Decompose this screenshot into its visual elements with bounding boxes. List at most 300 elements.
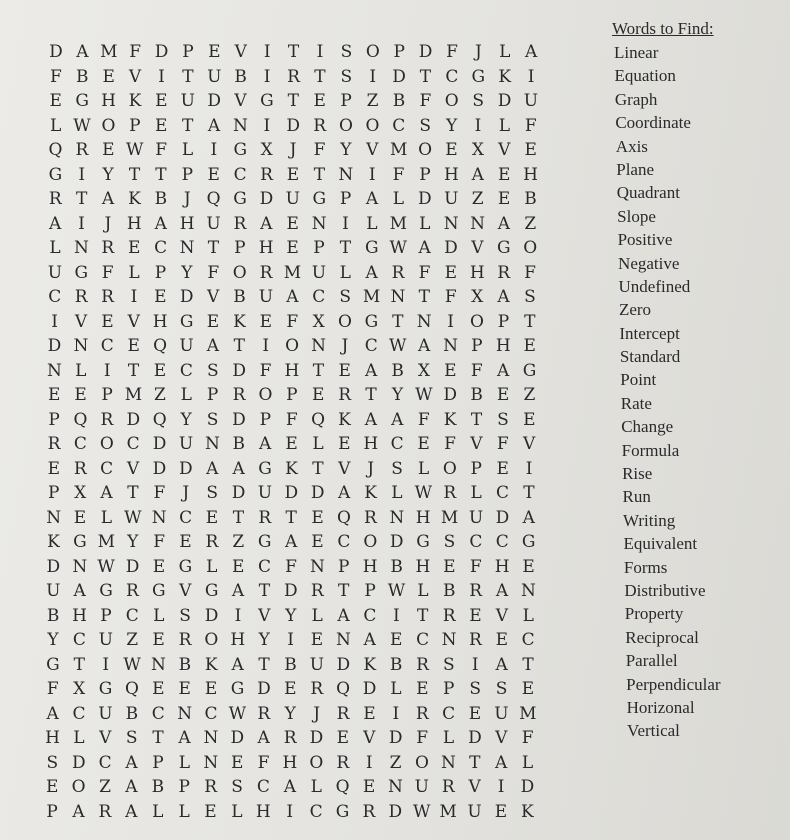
grid-letter: V	[366, 140, 379, 160]
grid-letter: D	[284, 483, 299, 503]
grid-letter: A	[178, 728, 191, 748]
grid-letter: F	[524, 115, 537, 136]
grid-letter: B	[284, 654, 297, 675]
grid-letter: G	[233, 140, 248, 160]
grid-letter: L	[499, 42, 511, 62]
grid-letter: U	[206, 213, 221, 234]
grid-letter: D	[309, 728, 324, 748]
grid-letter: U	[46, 581, 61, 601]
grid-letter: O	[309, 752, 324, 773]
grid-letter: L	[391, 483, 403, 503]
grid-letter: T	[417, 605, 429, 626]
grid-letter: G	[258, 458, 272, 479]
grid-letter: B	[234, 66, 247, 87]
grid-letter: T	[392, 311, 404, 332]
grid-letter: E	[127, 336, 140, 356]
grid-letter: G	[522, 360, 537, 381]
grid-letter: D	[392, 66, 406, 87]
grid-letter: O	[339, 115, 353, 136]
grid-letter: N	[203, 728, 219, 748]
grid-letter: M	[97, 532, 115, 552]
grid-letter: S	[46, 752, 59, 773]
grid-letter: N	[416, 311, 432, 332]
grid-letter: G	[99, 581, 113, 601]
grid-letter: D	[444, 238, 458, 258]
grid-letter: K	[364, 483, 377, 503]
grid-letter: X	[312, 311, 325, 332]
grid-letter: N	[72, 556, 88, 577]
grid-letter: E	[496, 458, 509, 479]
grid-letter: E	[338, 360, 351, 381]
grid-letter: G	[46, 654, 60, 675]
grid-letter: T	[287, 91, 300, 111]
grid-letter: C	[179, 360, 193, 381]
grid-row	[32, 359, 552, 384]
grid-letter: D	[495, 507, 510, 528]
grid-letter: C	[179, 507, 193, 528]
grid-letter: B	[392, 91, 406, 111]
grid-letter: C	[233, 164, 247, 185]
grid-letter: E	[523, 336, 536, 356]
grid-row	[32, 187, 552, 212]
grid-letter: F	[444, 287, 457, 307]
grid-letter: C	[154, 238, 168, 258]
grid-letter: C	[126, 434, 140, 454]
grid-letter: Y	[446, 115, 458, 136]
grid-letter: F	[419, 91, 432, 111]
grid-letter: L	[49, 238, 61, 258]
grid-letter: T	[337, 581, 350, 601]
grid-letter: P	[46, 801, 58, 822]
grid-letter: E	[230, 752, 244, 773]
grid-letter: E	[286, 164, 300, 185]
grid-letter: E	[48, 385, 61, 405]
grid-letter: E	[179, 532, 192, 552]
word-list-panel	[610, 18, 785, 743]
grid-letter: T	[285, 507, 297, 528]
grid-letter: U	[258, 287, 274, 307]
word-list-item: Positive	[617, 230, 673, 250]
grid-letter: Y	[181, 262, 193, 283]
grid-letter: G	[230, 679, 245, 699]
grid-letter: C	[390, 434, 404, 454]
grid-letter: H	[415, 507, 431, 528]
grid-letter: C	[72, 703, 86, 724]
grid-letter: A	[497, 287, 510, 307]
grid-letter: P	[100, 605, 112, 626]
grid-letter: R	[338, 385, 352, 405]
grid-letter: K	[233, 311, 246, 332]
grid-letter: A	[206, 336, 220, 356]
grid-letter: E	[389, 630, 403, 650]
grid-letter: D	[362, 679, 377, 699]
grid-letter: D	[179, 458, 193, 479]
grid-letter: U	[311, 262, 327, 283]
grid-letter: F	[469, 556, 482, 577]
grid-letter: E	[286, 238, 299, 258]
grid-letter: U	[207, 66, 222, 87]
grid-letter: T	[73, 654, 85, 675]
grid-letter: G	[416, 532, 430, 552]
grid-letter: E	[521, 679, 535, 699]
grid-letter: N	[46, 507, 62, 528]
grid-letter: V	[99, 728, 112, 748]
grid-letter: P	[259, 409, 272, 430]
grid-letter: S	[524, 287, 536, 307]
grid-letter: N	[389, 507, 405, 528]
grid-letter: R	[233, 213, 247, 234]
grid-letter: F	[155, 140, 167, 160]
grid-letter: S	[206, 409, 219, 430]
grid-letter: T	[287, 42, 300, 62]
grid-letter: A	[101, 189, 115, 209]
grid-letter: T	[152, 728, 164, 748]
grid-letter: U	[98, 630, 113, 650]
grid-letter: E	[417, 434, 430, 454]
grid-letter: I	[130, 287, 138, 307]
grid-letter: T	[469, 752, 481, 773]
grid-letter: G	[260, 91, 274, 111]
grid-letter: U	[178, 434, 194, 454]
grid-letter: A	[525, 42, 538, 62]
grid-row	[32, 114, 552, 139]
word-list-item: Change	[621, 417, 674, 437]
grid-letter: A	[72, 801, 85, 822]
grid-letter: R	[204, 777, 218, 797]
grid-letter: R	[336, 703, 350, 724]
grid-letter: M	[519, 703, 537, 724]
grid-letter: P	[470, 458, 482, 479]
grid-letter: A	[417, 336, 431, 356]
grid-letter: S	[125, 728, 138, 748]
grid-letter: F	[418, 262, 431, 283]
grid-letter: R	[313, 115, 327, 136]
grid-letter: H	[230, 630, 246, 650]
grid-letter: L	[470, 483, 482, 503]
grid-letter: N	[311, 336, 326, 356]
grid-letter: I	[158, 66, 165, 87]
grid-row	[32, 65, 552, 90]
grid-letter: T	[127, 360, 140, 381]
grid-letter: L	[392, 189, 405, 209]
grid-letter: O	[204, 630, 219, 650]
grid-letter: Q	[152, 409, 167, 430]
grid-letter: N	[73, 336, 89, 356]
grid-letter: C	[48, 287, 62, 307]
grid-letter: F	[470, 360, 483, 381]
grid-letter: C	[256, 777, 270, 797]
grid-letter: N	[203, 752, 219, 773]
grid-letter: T	[470, 409, 483, 430]
grid-letter: I	[263, 66, 271, 87]
grid-letter: D	[286, 115, 301, 136]
grid-letter: M	[362, 287, 381, 307]
word-list-item: Equation	[614, 66, 676, 86]
grid-letter: H	[282, 752, 298, 773]
word-list-item: Zero	[618, 300, 652, 320]
grid-letter: F	[285, 556, 297, 577]
word-list-item: Slope	[617, 206, 656, 226]
grid-letter: E	[312, 385, 325, 405]
grid-letter: H	[523, 164, 538, 185]
grid-letter: S	[419, 115, 432, 136]
grid-letter: P	[443, 679, 455, 699]
grid-letter: Q	[48, 140, 63, 160]
grid-letter: C	[445, 66, 459, 87]
grid-letter: V	[495, 728, 508, 748]
grid-letter: W	[388, 336, 407, 356]
grid-letter: P	[393, 42, 405, 62]
grid-letter: D	[49, 42, 63, 62]
grid-letter: H	[284, 360, 300, 381]
grid-letter: O	[232, 262, 247, 283]
grid-letter: Q	[73, 409, 88, 430]
grid-letter: E	[494, 801, 508, 822]
grid-letter: E	[206, 311, 220, 332]
grid-letter: T	[523, 483, 535, 503]
grid-letter: E	[102, 66, 115, 87]
grid-row	[32, 506, 552, 531]
grid-letter: N	[443, 336, 458, 356]
grid-letter: X	[471, 140, 484, 160]
grid-letter: H	[152, 311, 168, 332]
grid-letter: E	[152, 556, 166, 577]
grid-letter: G	[178, 556, 193, 577]
grid-letter: E	[524, 140, 537, 160]
grid-letter: N	[309, 556, 325, 577]
grid-letter: N	[46, 360, 62, 381]
grid-letter: D	[284, 581, 298, 601]
grid-letter: P	[129, 115, 141, 136]
grid-letter: R	[178, 630, 192, 650]
grid-letter: E	[204, 801, 217, 822]
grid-letter: W	[124, 507, 142, 528]
grid-letter: P	[154, 262, 167, 283]
grid-letter: I	[368, 164, 376, 185]
grid-letter: T	[312, 458, 324, 479]
grid-letter: V	[128, 66, 142, 87]
grid-letter: H	[255, 801, 271, 822]
grid-letter: D	[71, 752, 86, 773]
grid-letter: B	[178, 654, 192, 675]
grid-letter: I	[369, 66, 377, 87]
word-list-item: Distributive	[624, 580, 706, 600]
grid-letter: H	[101, 91, 116, 111]
grid-letter: I	[262, 336, 270, 356]
grid-letter: C	[100, 458, 114, 479]
grid-letter: U	[285, 189, 300, 209]
grid-letter: W	[123, 654, 141, 675]
grid-letter: E	[311, 532, 324, 552]
grid-letter: U	[467, 801, 482, 822]
grid-letter: R	[364, 507, 377, 528]
grid-row	[32, 138, 552, 163]
grid-letter: I	[365, 752, 373, 773]
grid-letter: K	[520, 801, 534, 822]
grid-letter: U	[180, 91, 195, 111]
grid-letter: H	[443, 164, 459, 185]
grid-letter: O	[258, 385, 273, 405]
grid-letter: D	[154, 42, 169, 62]
grid-letter: E	[284, 679, 297, 699]
grid-letter: T	[314, 66, 326, 87]
grid-letter: V	[207, 287, 220, 307]
grid-letter: S	[206, 483, 218, 503]
grid-letter: B	[46, 605, 60, 626]
grid-letter: F	[257, 752, 270, 773]
grid-letter: E	[338, 434, 351, 454]
grid-letter: D	[388, 801, 403, 822]
grid-letter: D	[232, 409, 246, 430]
grid-letter: M	[100, 42, 118, 62]
grid-letter: I	[287, 630, 294, 650]
grid-letter: A	[286, 287, 299, 307]
grid-letter: L	[75, 360, 87, 381]
grid-letter: D	[179, 287, 194, 307]
word-list-item: Vertical	[627, 721, 680, 741]
grid-letter: U	[179, 336, 194, 356]
grid-letter: Q	[206, 189, 221, 209]
grid-letter: R	[98, 801, 112, 822]
grid-letter: L	[100, 507, 113, 528]
grid-letter: D	[520, 777, 535, 797]
grid-row	[32, 285, 552, 310]
grid-letter: I	[78, 164, 86, 185]
grid-letter: A	[46, 703, 59, 724]
grid-letter: C	[363, 605, 377, 626]
grid-letter: I	[392, 703, 400, 724]
grid-letter: R	[126, 581, 139, 601]
grid-letter: Y	[391, 385, 404, 405]
grid-letter: K	[338, 409, 351, 430]
grid-letter: U	[444, 189, 459, 209]
grid-letter: R	[259, 262, 273, 283]
grid-row	[32, 530, 552, 555]
grid-letter: Z	[153, 385, 166, 405]
grid-letter: L	[522, 605, 534, 626]
grid-row	[32, 481, 552, 506]
grid-letter: Y	[340, 140, 352, 160]
grid-letter: A	[125, 777, 138, 797]
grid-letter: G	[497, 238, 511, 258]
grid-letter: I	[263, 115, 271, 136]
grid-letter: T	[524, 311, 536, 332]
grid-letter: F	[313, 140, 326, 160]
grid-letter: U	[257, 483, 273, 503]
grid-letter: T	[522, 654, 534, 675]
grid-letter: P	[340, 91, 352, 111]
grid-letter: E	[47, 458, 61, 479]
grid-letter: W	[414, 483, 433, 503]
grid-letter: A	[154, 213, 167, 234]
grid-letter: F	[46, 679, 59, 699]
word-list-item: Forms	[623, 557, 668, 577]
grid-letter: E	[445, 140, 458, 160]
grid-letter: N	[179, 238, 195, 258]
grid-letter: M	[283, 262, 302, 283]
grid-letter: E	[152, 630, 165, 650]
word-list-item: Axis	[615, 136, 648, 156]
grid-letter: R	[75, 140, 89, 160]
grid-letter: B	[470, 385, 483, 405]
grid-letter: I	[263, 42, 271, 62]
grid-letter: R	[260, 164, 273, 185]
grid-letter: L	[206, 556, 218, 577]
grid-letter: A	[337, 605, 350, 626]
grid-letter: A	[232, 458, 245, 479]
grid-letter: L	[152, 801, 164, 822]
grid-letter: L	[178, 801, 190, 822]
grid-letter: N	[390, 287, 406, 307]
grid-row	[32, 163, 552, 188]
grid-letter: C	[312, 287, 326, 307]
grid-letter: E	[127, 238, 141, 258]
grid-letter: R	[391, 262, 405, 283]
grid-letter: G	[233, 189, 247, 209]
grid-letter: V	[523, 434, 536, 454]
grid-letter: P	[48, 483, 60, 503]
grid-letter: R	[442, 605, 456, 626]
grid-letter: C	[309, 801, 323, 822]
grid-letter: T	[155, 164, 167, 185]
word-list-item: Run	[622, 487, 651, 507]
grid-letter: K	[128, 189, 141, 209]
grid-letter: U	[98, 703, 113, 724]
grid-letter: A	[391, 409, 404, 430]
grid-letter: I	[474, 115, 482, 136]
grid-letter: A	[364, 409, 378, 430]
grid-letter: C	[125, 605, 139, 626]
grid-letter: G	[74, 262, 89, 283]
word-list-item: Formula	[621, 440, 680, 460]
grid-letter: I	[447, 311, 454, 332]
grid-letter: A	[48, 213, 62, 234]
grid-letter: G	[75, 91, 89, 111]
grid-letter: V	[234, 91, 247, 111]
grid-letter: K	[363, 654, 377, 675]
grid-letter: L	[153, 605, 165, 626]
grid-row	[32, 726, 552, 751]
grid-letter: P	[286, 385, 298, 405]
grid-letter: R	[310, 679, 324, 699]
grid-letter: B	[389, 654, 403, 675]
grid-letter: N	[521, 581, 536, 601]
grid-letter: V	[470, 434, 483, 454]
grid-letter: E	[495, 630, 508, 650]
grid-letter: A	[260, 213, 273, 234]
grid-letter: W	[387, 581, 406, 601]
grid-row	[32, 579, 552, 604]
grid-letter: S	[443, 532, 456, 552]
grid-letter: D	[388, 728, 403, 748]
grid-letter: A	[338, 483, 351, 503]
grid-row	[32, 800, 552, 825]
grid-letter: L	[181, 140, 194, 160]
grid-letter: E	[363, 703, 376, 724]
grid-letter: A	[206, 458, 219, 479]
grid-letter: F	[101, 262, 114, 283]
grid-letter: E	[204, 679, 218, 699]
grid-letter: C	[100, 336, 114, 356]
grid-letter: A	[283, 777, 296, 797]
grid-letter: J	[341, 336, 349, 356]
grid-letter: N	[151, 507, 167, 528]
grid-letter: S	[497, 409, 509, 430]
grid-letter: A	[100, 483, 113, 503]
word-list-item: Point	[620, 370, 657, 390]
grid-letter: L	[419, 213, 431, 234]
grid-letter: D	[418, 189, 432, 209]
